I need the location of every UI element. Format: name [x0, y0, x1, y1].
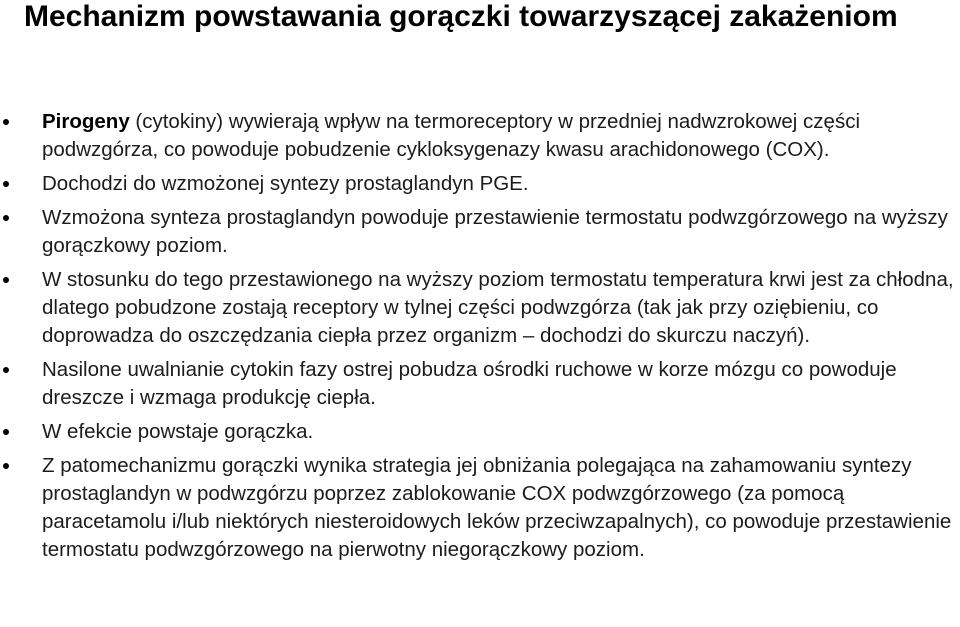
- bullet-text: Wzmożona synteza prostaglandyn powoduje przestawienie termostatu podwzgórzowego na wyższy gorączkowy poziom.: [42, 206, 948, 257]
- bullet-text: W stosunku do tego przestawionego na wyższy poziom termostatu temperatura krwi jest za chłodna, dlatego pobudzone zostają receptory w tylnej części podwzgórza (tak jak przy oziębieniu, co doprowadza do oszczędzania ciepła przez organizm – dochodzi do skurczu naczyń).: [42, 268, 954, 347]
- slide-title: Mechanizm powstawania gorączki towarzyszącej zakażeniom: [24, 0, 898, 33]
- bullet-item: [0, 266, 958, 350]
- bullet-text: (cytokiny) wywierają wpływ na termoreceptory w przedniej nadwzrokowej części podwzgórza, co powoduje pobudzenie cykloksygenazy kwasu arachidonowego (COX).: [42, 110, 861, 161]
- bullet-dot-icon: [3, 429, 9, 435]
- bullet-dot-icon: [3, 277, 9, 283]
- bullet-item: [0, 170, 958, 198]
- bullet-dot-icon: [3, 367, 9, 373]
- bullet-dot-icon: [3, 119, 9, 125]
- bullet-dot-icon: [3, 215, 9, 221]
- bullet-text: Z patomechanizmu gorączki wynika strategia jej obniżania polegająca na zahamowaniu syntezy prostaglandyn w podwzgórzu poprzez zablokowanie COX podwzgórzowego (za pomocą paracetamolu i/lub niektórych niesteroidowych leków przeciwzapalnych), co powoduje przestawienie termostatu podwzgórzowego na pierwotny niegorączkowy poziom.: [42, 454, 952, 561]
- bullet-item: [0, 204, 958, 260]
- bullet-item: [0, 108, 958, 164]
- bullet-dot-icon: [3, 463, 9, 469]
- bullet-text: W efekcie powstaje gorączka.: [42, 420, 314, 443]
- bullet-text: Nasilone uwalnianie cytokin fazy ostrej pobudza ośrodki ruchowe w korze mózgu co powoduje dreszcze i wzmaga produkcję ciepła.: [42, 358, 897, 409]
- bullet-item: [0, 418, 958, 446]
- bullet-item: [0, 452, 958, 564]
- bullet-item: [0, 356, 958, 412]
- bullet-text: Dochodzi do wzmożonej syntezy prostaglandyn PGE.: [42, 172, 529, 195]
- bullet-dot-icon: [3, 181, 9, 187]
- bullet-list: [0, 108, 958, 570]
- bullet-lead: Pirogeny: [42, 110, 130, 133]
